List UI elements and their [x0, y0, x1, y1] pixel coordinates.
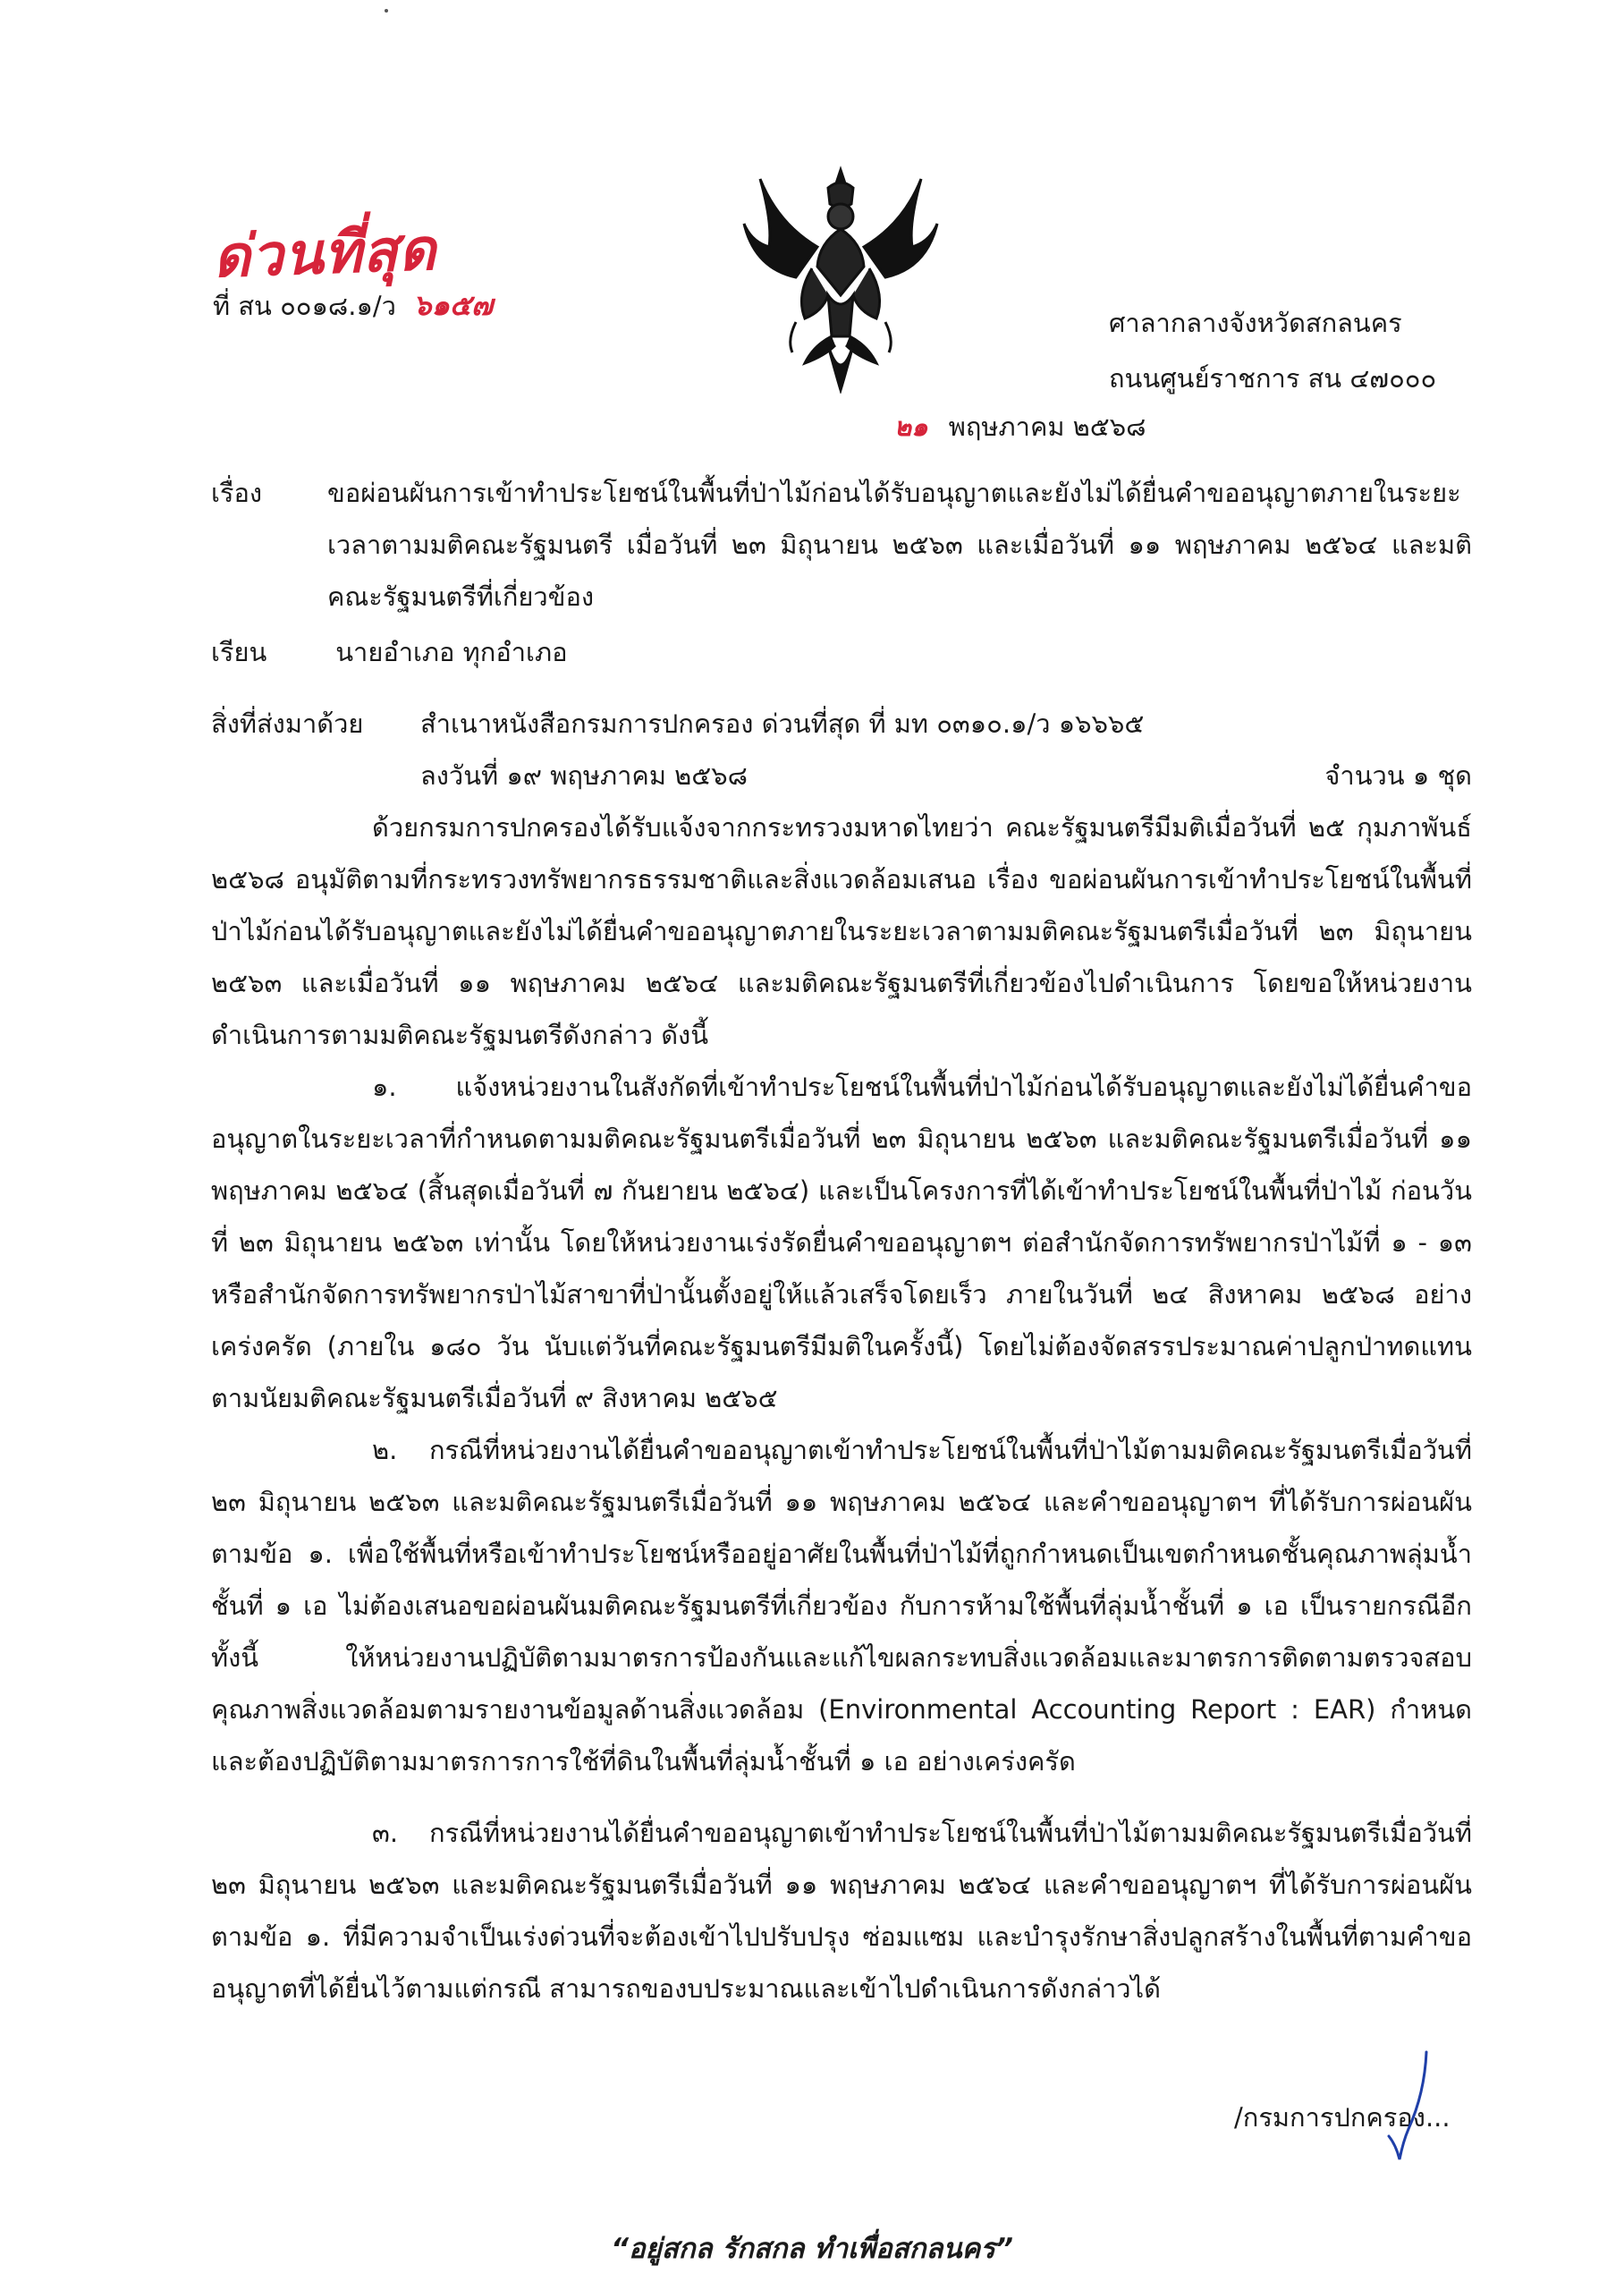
- enclosure-quantity: จำนวน ๑ ชุด: [1324, 760, 1472, 791]
- urgent-stamp: ด่วนที่สุด: [211, 216, 438, 292]
- recipient-section: [211, 626, 568, 678]
- scan-speck: [385, 9, 388, 13]
- recipient-label: เรียน: [211, 637, 267, 667]
- enclosure-line-2: ลงวันที่ ๑๙ พฤษภาคม ๒๕๖๘: [420, 760, 749, 791]
- body-item-3: ๓. กรณีที่หน่วยงานได้ยื่นคำขออนุญาตเข้าทำประโยชน์ในพื้นที่ป่าไม้ตามมติคณะรัฐมนตรีเมื่อวันที่ ๒๓ มิถุนายน ๒๕๖๓ และมติคณะรัฐมนตรีเมื่อวันที่ ๑๑ พฤษภาคม ๒๕๖๔ และคำขออนุญาตฯ ที่ได้รับการผ่อนผันตามข้อ ๑. ที่มีความจำเป็นเร่งด่วนที่จะต้องเข้าไปปรับปรุง ซ่อมแซม และบำรุงรักษาสิ่งปลูกสร้างในพื้นที่ตามคำขออนุญาตที่ได้ยื่นไว้ตามแต่กรณี สามารถของบประมาณและเข้าไปดำเนินการดังกล่าวได้: [211, 1818, 1472, 2004]
- document-number-label: ที่ สน ๐๐๑๘.๑/ว: [213, 291, 396, 321]
- enclosure-section: [211, 698, 1472, 802]
- document-number: [213, 279, 493, 332]
- document-number-handwritten: ๖๑๕๗: [413, 288, 494, 322]
- subject-text: ขอผ่อนผันการเข้าทำประโยชน์ในพื้นที่ป่าไม้ก่อนได้รับอนุญาตและยังไม่ได้ยื่นคำขออนุญาตภายในระยะเวลาตามมติคณะรัฐมนตรี เมื่อวันที่ ๒๓ มิถุนายน ๒๕๖๓ และเมื่อวันที่ ๑๑ พฤษภาคม ๒๕๖๔ และมติคณะรัฐมนตรีที่เกี่ยวข้อง: [327, 478, 1472, 612]
- province-slogan: “อยู่สกล รักสกล ทำเพื่อสกลนคร”: [611, 2233, 1013, 2265]
- enclosure-label: สิ่งที่ส่งมาด้วย: [211, 708, 364, 739]
- letter-body: [211, 802, 1472, 2014]
- body-item-2: ๒. กรณีที่หน่วยงานได้ยื่นคำขออนุญาตเข้าทำประโยชน์ในพื้นที่ป่าไม้ตามมติคณะรัฐมนตรีเมื่อวันที่ ๒๓ มิถุนายน ๒๕๖๓ และมติคณะรัฐมนตรีเมื่อวันที่ ๑๑ พฤษภาคม ๒๕๖๔ และคำขออนุญาตฯ ที่ได้รับการผ่อนผันตามข้อ ๑. เพื่อใช้พื้นที่หรือเข้าทำประโยชน์หรืออยู่อาศัยในพื้นที่ป่าไม้ที่ถูกกำหนดเป็นเขตกำหนดชั้นคุณภาพลุ่มน้ำชั้นที่ ๑ เอ ไม่ต้องเสนอขอผ่อนผันมติคณะรัฐมนตรีที่เกี่ยวข้อง กับการห้ามใช้พื้นที่ลุ่มน้ำชั้นที่ ๑ เอ เป็นรายกรณีอีก ทั้งนี้ ให้หน่วยงานปฏิบัติตามมาตรการป้องกันและแก้ไขผลกระทบสิ่งแวดล้อมและมาตรการติดตามตรวจสอบคุณภาพสิ่งแวดล้อมตามรายงานข้อมูลด้านสิ่งแวดล้อม (Environmental Accounting Report : EAR) กำหนด และต้องปฏิบัติตามมาตรการการใช้ที่ดินในพื้นที่ลุ่มน้ำชั้นที่ ๑ เอ อย่างเคร่งครัด: [211, 1435, 1472, 1777]
- subject-section: [211, 467, 1472, 623]
- body-intro-paragraph: ด้วยกรมการปกครองได้รับแจ้งจากกระทรวงมหาดไทยว่า คณะรัฐมนตรีมีมติเมื่อวันที่ ๒๕ กุมภาพันธ์ ๒๕๖๘ อนุมัติตามที่กระทรวงทรัพยากรธรรมชาติและสิ่งแวดล้อมเสนอ เรื่อง ขอผ่อนผันการเข้าทำประโยชน์ในพื้นที่ป่าไม้ก่อนได้รับอนุญาตและยังไม่ได้ยื่นคำขออนุญาตภายในระยะเวลาตามมติคณะรัฐมนตรีเมื่อวันที่ ๒๓ มิถุนายน ๒๕๖๓ และเมื่อวันที่ ๑๑ พฤษภาคม ๒๕๖๔ และมติคณะรัฐมนตรีที่เกี่ยวข้องไปดำเนินการ โดยขอให้หน่วยงานดำเนินการตามมติคณะรัฐมนตรีดังกล่าว ดังนี้: [211, 812, 1472, 1050]
- address-line-2: ถนนศูนย์ราชการ สน ๔๗๐๐๐: [1109, 363, 1437, 394]
- address-line-1: ศาลากลางจังหวัดสกลนคร: [1109, 308, 1402, 338]
- enclosure-line-1: สำเนาหนังสือกรมการปกครอง ด่วนที่สุด ที่ มท ๐๓๑๐.๑/ว ๑๖๖๖๕: [420, 708, 1145, 739]
- sender-address: [1109, 295, 1436, 406]
- document-date: [894, 401, 1146, 453]
- initial-signature-mark: [1373, 2048, 1444, 2165]
- subject-label: เรื่อง: [211, 478, 263, 508]
- continuation-note: /กรมการปกครอง...: [1234, 2102, 1451, 2133]
- garuda-emblem-icon: [742, 161, 939, 394]
- body-item-1: ๑. แจ้งหน่วยงานในสังกัดที่เข้าทำประโยชน์ในพื้นที่ป่าไม้ก่อนได้รับอนุญาตและยังไม่ได้ยื่นคำขออนุญาตในระยะเวลาที่กำหนดตามมติคณะรัฐมนตรีเมื่อวันที่ ๒๓ มิถุนายน ๒๕๖๓ และมติคณะรัฐมนตรีเมื่อวันที่ ๑๑ พฤษภาคม ๒๕๖๔ (สิ้นสุดเมื่อวันที่ ๗ กันยายน ๒๕๖๔) และเป็นโครงการที่ได้เข้าทำประโยชน์ในพื้นที่ป่าไม้ ก่อนวันที่ ๒๓ มิถุนายน ๒๕๖๓ เท่านั้น โดยให้หน่วยงานเร่งรัดยื่นคำขออนุญาตฯ ต่อสำนักจัดการทรัพยากรป่าไม้ที่ ๑ - ๑๓ หรือสำนักจัดการทรัพยากรป่าไม้สาขาที่ป่านั้นตั้งอยู่ให้แล้วเสร็จโดยเร็ว ภายในวันที่ ๒๔ สิงหาคม ๒๕๖๘ อย่างเคร่งครัด (ภายใน ๑๘๐ วัน นับแต่วันที่คณะรัฐมนตรีมีมติในครั้งนี้) โดยไม่ต้องจัดสรรประมาณค่าปลูกป่าทดแทนตามนัยมติคณะรัฐมนตรีเมื่อวันที่ ๙ สิงหาคม ๒๕๖๕: [211, 1072, 1472, 1413]
- date-day-handwritten: ๒๑: [894, 411, 928, 442]
- recipient-text: นายอำเภอ ทุกอำเภอ: [335, 637, 568, 667]
- date-month-year: พฤษภาคม ๒๕๖๘: [948, 411, 1146, 442]
